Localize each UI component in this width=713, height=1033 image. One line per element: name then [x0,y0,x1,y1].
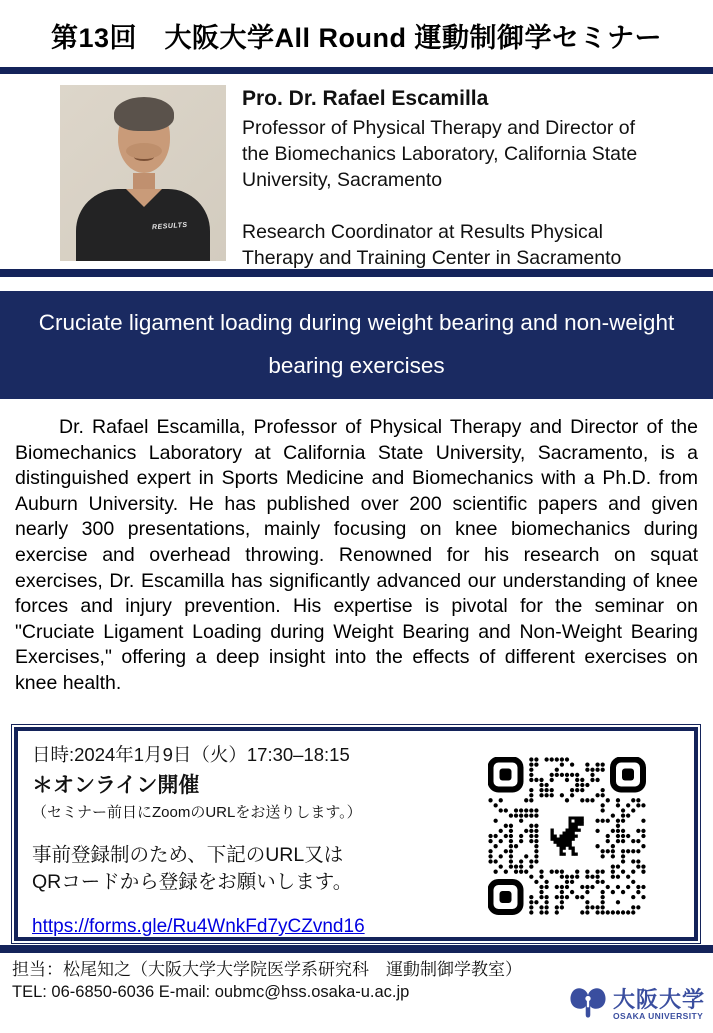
event-info-box [14,727,698,941]
event-info-text [18,731,473,937]
photo-hair [114,97,174,131]
osaka-university-logo [569,984,705,1026]
qr-code-with-dino-icon [488,757,646,915]
registration-instructions [32,842,473,896]
speaker-role-2: Research Coordinator at Results Physical Therapy and Training Center in Sacramento [242,221,622,269]
osaka-university-subname: OSAKA UNIVERSITY [612,1011,704,1021]
event-datetime: 日時:2024年1月9日（火）17:30–18:15 [32,744,350,765]
photo-smile [134,153,154,161]
osaka-university-name: 大阪大学 [612,987,705,1012]
footer-contact: 担当：松尾知之（大阪大学大学院医学系研究科 運動制御学教室） [12,960,522,979]
divider-top [0,67,713,74]
page-title: 第13回 大阪大学All Round 運動制御学セミナー [50,23,662,53]
speaker-role-1: Professor of Physical Therapy and Director of the Biomechanics Laboratory, California State University, Sacramento [242,117,638,191]
ginkgo-leaf-icon [569,984,607,1026]
registration-line-2: QRコードから登録をお願いします。 [32,871,353,893]
registration-url-link[interactable]: https://forms.gle/Ru4WnkFd7yCZvnd16 [32,916,365,937]
speaker-profile-section [0,74,713,269]
seminar-title-banner: Cruciate ligament loading during weight bearing and non-weight bearing exercises [0,291,713,399]
footer-tel-email: TEL: 06-6850-6036 E-mail: oubmc@hss.osaka-u.ac.jp [12,983,410,1001]
divider-bottom [0,945,713,953]
speaker-bio [226,85,666,269]
speaker-name: Pro. Dr. Rafael Escamilla [242,87,489,110]
footer [12,958,572,1004]
event-online-label: ＊オンライン開催 [32,774,200,797]
speaker-photo [60,85,226,261]
speaker-biography-paragraph: Dr. Rafael Escamilla, Professor of Physical Therapy and Director of the Biomechanics Laboratory at California State University, Sacramento, is a distinguished expert in Sports Medicine and Biomechanics with a Ph.D. from Auburn University. He has published over 200 scientific papers and given nearly 300 presentations, mainly focusing on knee biomechanics during exercise and overhead throwing. Renowned for his research on squat exercises, Dr. Escamilla has significantly advanced our understanding of knee forces and injury prevention. His expertise is pivotal for the seminar on "Cruciate Ligament Loading during Weight Bearing and Non-Weight Bearing Exercises," offering a deep insight into the effects of different exercises on knee health. [15,416,698,694]
photo-shirt-label: RESULTS [151,221,188,232]
event-zoom-note: （セミナー前日にZoomのURLをお送りします。） [32,804,362,821]
registration-line-1: 事前登録制のため、下記のURL又は [32,844,344,866]
